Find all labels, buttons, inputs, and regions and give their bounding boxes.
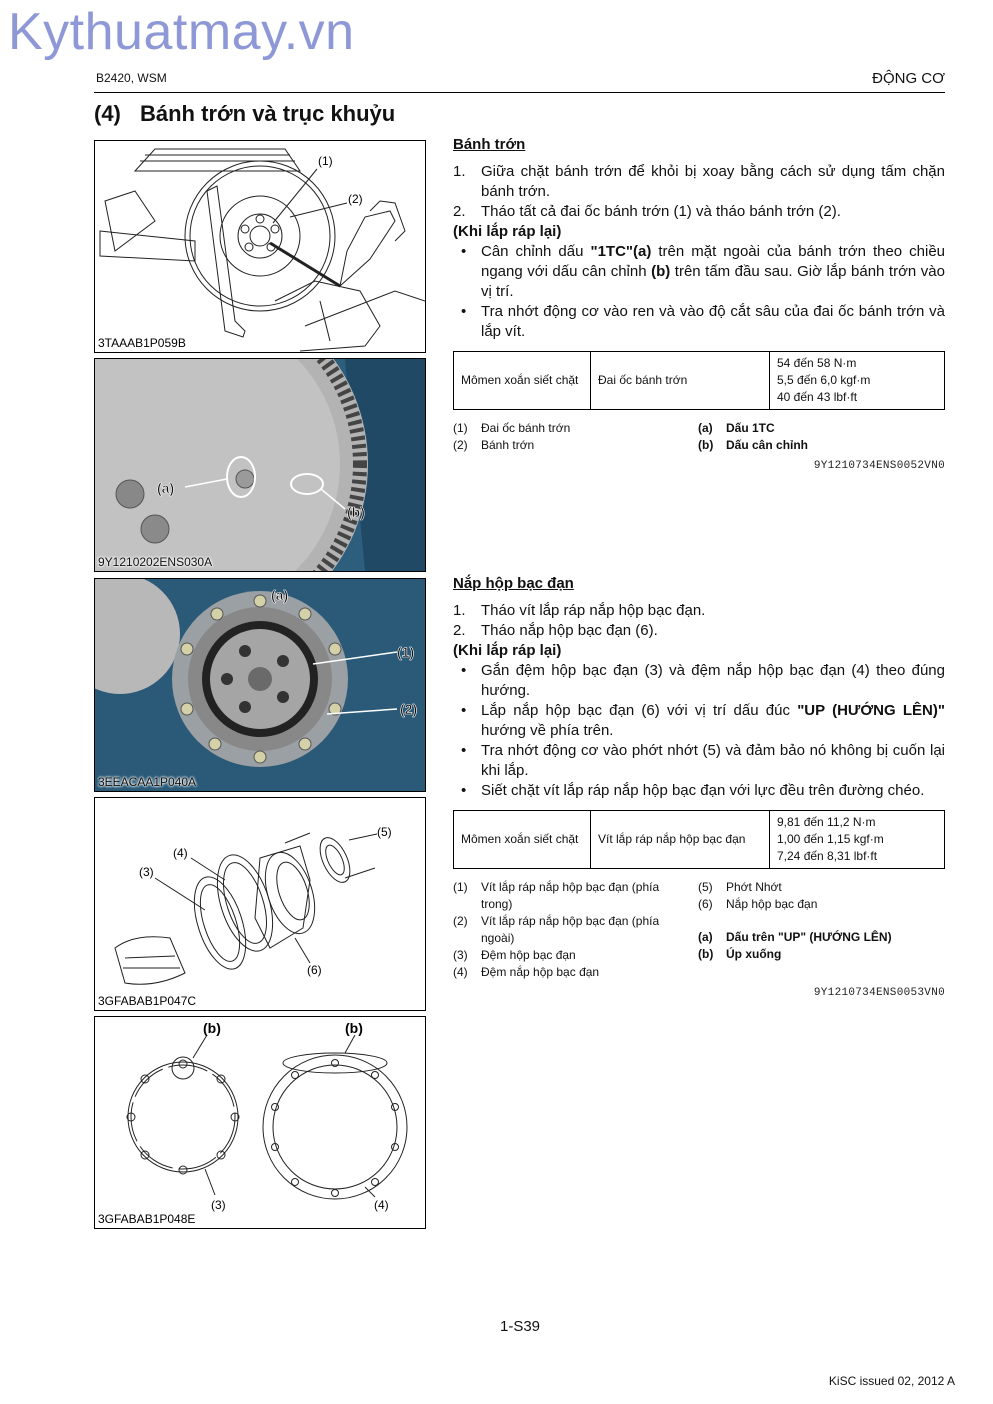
callout-a: (a) — [157, 480, 175, 496]
step-text: Tháo nắp hộp bạc đạn (6). — [481, 622, 658, 639]
torque-item: Đai ốc bánh trớn — [591, 352, 770, 410]
torque-value: 1,00 đến 1,15 kgf·m — [777, 832, 884, 846]
bullet-text: Gắn đệm hộp bạc đạn (3) và đệm nắp hộp bạc đạn (4) theo đúng hướng. — [481, 662, 945, 699]
bullet-item — [453, 701, 945, 741]
torque-values — [770, 811, 945, 869]
figure-bearing-case-exploded — [94, 797, 426, 1011]
torque-item: Vít lắp ráp nắp hộp bạc đạn — [591, 811, 770, 869]
issue-info: KiSC issued 02, 2012 A — [828, 1374, 955, 1388]
figure-flywheel-removal — [94, 140, 426, 353]
bullet-text: Tra nhớt động cơ vào ren và vào độ cắt sâu của đai ốc bánh trớn và lắp vít. — [481, 303, 945, 340]
torque-value: 9,81 đến 11,2 N·m — [777, 815, 876, 829]
torque-value: 7,24 đến 8,31 lbf·ft — [777, 849, 878, 863]
legend-value: Phớt Nhớt — [726, 880, 782, 894]
bearing-case-photo — [95, 579, 425, 791]
callout-4: (4) — [173, 846, 188, 860]
legend-key: (1) — [453, 421, 468, 435]
step — [453, 202, 945, 222]
legend-value: Vít lắp ráp nắp hộp bạc đạn (phía trong) — [481, 880, 660, 911]
torque-label: Mômen xoắn siết chặt — [454, 352, 591, 410]
legend-item — [698, 929, 943, 946]
legend-item — [698, 946, 943, 963]
step-number: 2. — [453, 622, 466, 639]
up-mark: "UP (HƯỚNG LÊN)" — [797, 702, 945, 719]
legend-value: Úp xuống — [726, 947, 782, 961]
legend-item — [698, 896, 943, 913]
legend-value: Đai ốc bánh trớn — [481, 421, 571, 435]
legend-key: (2) — [453, 438, 468, 452]
reassembly-heading: (Khi lắp ráp lại) — [453, 223, 562, 240]
bullet-item — [453, 302, 945, 342]
torque-values — [770, 352, 945, 410]
figure-caption: 9Y1210202ENS030A — [98, 555, 213, 569]
step-number: 1. — [453, 602, 466, 619]
torque-table — [453, 810, 945, 869]
legend-value: Bánh trớn — [481, 438, 535, 452]
bearing-case-heading: Nắp hộp bạc đạn — [453, 575, 574, 592]
legend — [453, 420, 945, 454]
callout-3: (3) — [211, 1198, 226, 1212]
bullet-item — [453, 781, 945, 801]
torque-label: Mômen xoắn siết chặt — [454, 811, 591, 869]
torque-value: 5,5 đến 6,0 kgf·m — [777, 373, 871, 387]
legend-value: Đệm hộp bạc đạn — [481, 948, 576, 962]
bullet-item — [453, 661, 945, 701]
legend-left — [453, 879, 698, 981]
legend-item — [453, 913, 698, 947]
legend-key: (1) — [453, 880, 468, 894]
text-run: hướng về phía trên. — [481, 722, 614, 739]
legend-key: (b) — [698, 947, 714, 961]
flywheel-removal-illustration — [95, 141, 425, 352]
text-run: Lắp nắp hộp bạc đạn (6) với vị trí dấu đúc — [481, 702, 798, 719]
legend-key: (2) — [453, 914, 468, 928]
legend-value: Đệm nắp hộp bạc đạn — [481, 965, 600, 979]
legend-item — [698, 879, 943, 896]
legend — [453, 879, 945, 981]
step — [453, 601, 945, 621]
bullet-dot: • — [461, 303, 467, 320]
callout-b: (b) — [203, 1020, 221, 1036]
legend-right — [698, 879, 943, 981]
callout-1: (1) — [318, 154, 333, 168]
callout-b-2: (b) — [345, 1020, 363, 1036]
reference-code: 9Y1210734ENS0053VN0 — [813, 987, 945, 999]
bullet-item — [453, 741, 945, 781]
bullet-text — [481, 701, 945, 741]
reference-code: 9Y1210734ENS0052VN0 — [813, 460, 945, 472]
torque-value: 54 đến 58 N·m — [777, 356, 857, 370]
step — [453, 162, 945, 202]
bullet-text: Siết chặt vít lắp ráp nắp hộp bạc đạn với lực đều trên đường chéo. — [481, 782, 925, 799]
legend-key: (5) — [698, 880, 713, 894]
manual-code: B2420, WSM — [96, 71, 167, 85]
callout-a: (a) — [271, 587, 289, 603]
gaskets-illustration — [95, 1017, 425, 1228]
figure-gaskets — [94, 1016, 426, 1229]
legend-value: Vít lắp ráp nắp hộp bạc đạn (phía ngoài) — [481, 914, 660, 945]
callout-2: (2) — [348, 192, 363, 206]
legend-value: Dấu trên "UP" (HƯỚNG LÊN) — [726, 930, 892, 944]
header-divider — [94, 92, 945, 93]
figure-caption: 3EEACAA1P040A — [98, 775, 197, 789]
torque-table — [453, 351, 945, 410]
legend-key: (a) — [698, 421, 713, 435]
page-number: 1-S39 — [499, 1318, 541, 1335]
bullet-text: Tra nhớt động cơ vào phớt nhớt (5) và đảm bảo nó không bị cuốn lại khi lắp. — [481, 742, 945, 779]
bearing-case-section — [453, 575, 945, 999]
bearing-case-exploded-illustration — [95, 798, 425, 1010]
watermark: Kythuatmay.vn — [8, 3, 355, 61]
figure-caption: 3GFABAB1P048E — [98, 1212, 196, 1226]
legend-right — [698, 420, 943, 454]
callout-b: (b) — [347, 504, 365, 520]
step-text: Tháo vít lắp ráp nắp hộp bạc đạn. — [481, 602, 706, 619]
bullet-dot: • — [461, 243, 467, 260]
step — [453, 621, 945, 641]
bullet-dot: • — [461, 742, 467, 759]
reassembly-heading: (Khi lắp ráp lại) — [453, 642, 562, 659]
bullet-dot: • — [461, 702, 467, 719]
text-run: trên tấm đầu sau. Giờ lắp bánh trớn vào vị trí. — [481, 263, 945, 300]
legend-key: (3) — [453, 948, 468, 962]
text-run: trên mặt ngoài của bánh trớn theo chiều ngang với dấu cân chỉnh — [481, 243, 946, 280]
chapter-title: ĐỘNG CƠ — [872, 70, 945, 87]
legend-item — [698, 420, 943, 437]
legend-value: Nắp hộp bạc đạn — [726, 897, 818, 911]
callout-4: (4) — [374, 1198, 389, 1212]
section-title — [94, 101, 395, 127]
legend-item — [453, 437, 698, 454]
section-title-text: Bánh trớn và trục khuỷu — [140, 101, 396, 126]
flywheel-marks-photo — [95, 359, 425, 571]
legend-key: (a) — [698, 930, 713, 944]
legend-item — [453, 964, 698, 981]
legend-item — [453, 947, 698, 964]
step-text: Giữa chặt bánh trớn để khỏi bị xoay bằng cách sử dụng tấm chặn bánh trớn. — [481, 163, 945, 200]
legend-item — [453, 879, 698, 913]
callout-6: (6) — [307, 963, 322, 977]
callout-1: (1) — [397, 644, 415, 660]
flywheel-section — [453, 136, 945, 472]
bullet-item — [453, 242, 945, 302]
legend-item — [698, 437, 943, 454]
legend-key: (4) — [453, 965, 468, 979]
legend-item — [453, 420, 698, 437]
callout-2: (2) — [400, 701, 418, 717]
callout-3: (3) — [139, 865, 154, 879]
bullet-dot: • — [461, 782, 467, 799]
figure-bearing-case-photo — [94, 578, 426, 792]
bullet-dot: • — [461, 662, 467, 679]
callout-5: (5) — [377, 825, 392, 839]
legend-key: (6) — [698, 897, 713, 911]
text-run: Cân chỉnh dấu — [481, 243, 591, 260]
figure-caption: 3GFABAB1P047C — [98, 994, 197, 1008]
section-number: (4) — [94, 101, 121, 126]
step-number: 2. — [453, 203, 466, 220]
legend-left — [453, 420, 698, 454]
flywheel-heading: Bánh trớn — [453, 136, 526, 153]
step-number: 1. — [453, 163, 466, 180]
torque-value: 40 đến 43 lbf·ft — [777, 390, 858, 404]
legend-value: Dấu cân chỉnh — [726, 438, 809, 452]
legend-key: (b) — [698, 438, 714, 452]
mark-1tc: "1TC"(a) — [590, 243, 652, 260]
figure-caption: 3TAAAB1P059B — [98, 336, 186, 350]
bullet-text — [481, 242, 945, 302]
figure-flywheel-marks-photo — [94, 358, 426, 572]
mark-b: (b) — [651, 263, 671, 280]
step-text: Tháo tất cả đai ốc bánh trớn (1) và tháo bánh trớn (2). — [481, 203, 841, 220]
legend-value: Dấu 1TC — [726, 421, 775, 435]
